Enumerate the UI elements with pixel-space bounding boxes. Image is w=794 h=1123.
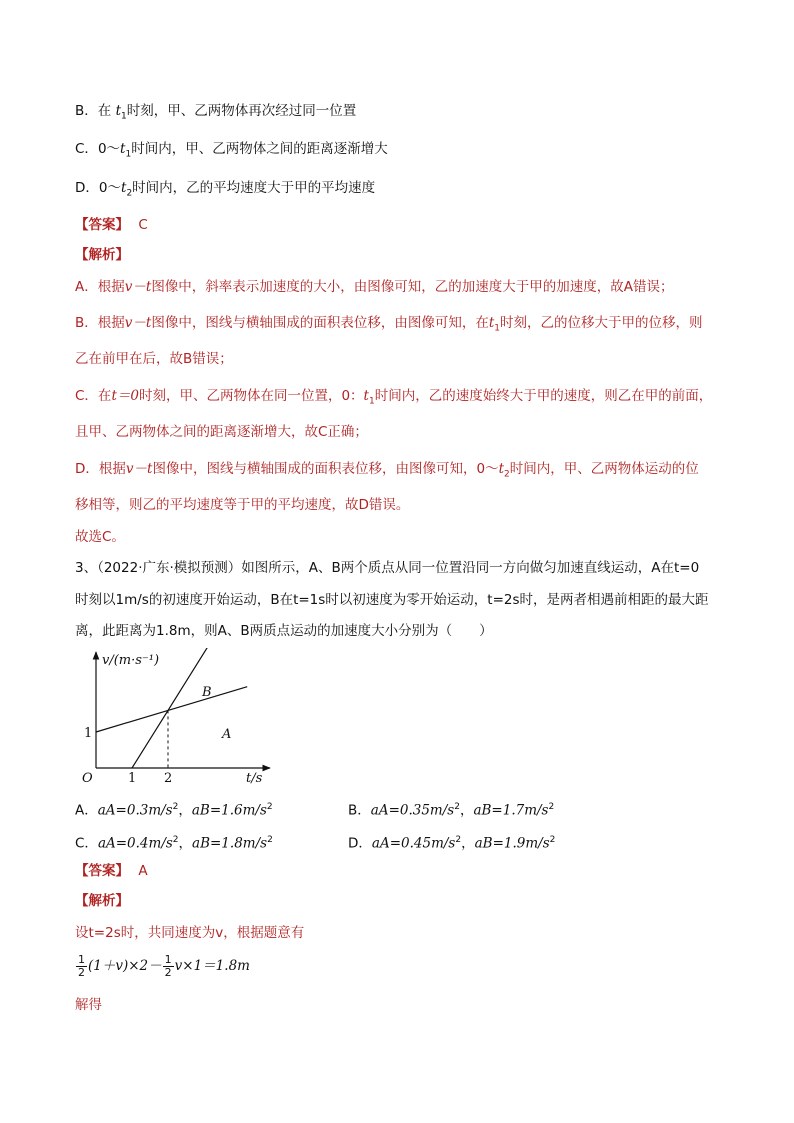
analysis-1-d: D．根据v－t图像中，图线与横轴围成的面积表位移，由图像可知，$0\sim t_2$时间内，甲、乙两物体运动的位	[75, 461, 699, 480]
option-c[interactable]: C．$aA=0.4m/s^2$，$aB=1.8m/s^2$	[75, 835, 273, 852]
question-3-line-1: 3、（2022·广东·模拟预测）如图所示，A、B两个质点从同一位置沿同一方向做匀加速直线运动，A在t=0	[75, 560, 700, 576]
answer-1	[75, 215, 148, 235]
analysis-1-c: C．在t＝0时刻，甲、乙两物体在同一位置，0：$t_1$时间内，乙的速度始终大于甲的速度，则乙在甲的前面，	[75, 388, 713, 407]
origin-label: O	[82, 771, 93, 786]
analysis-1-c-cont: 且甲、乙两物体之间的距离逐渐增大，故C正确；	[75, 424, 368, 440]
answer-value: A	[138, 863, 148, 879]
answer-2	[75, 861, 148, 881]
analysis-2-equation: $\frac{1}{2}$ (1＋v)×2－ $\frac{1}{2}$ v×1＝1.8m	[78, 952, 250, 979]
analysis-1-d-cont: 移相等，则乙的平均速度等于甲的平均速度，故D错误。	[75, 497, 410, 513]
analysis-1-a: A．根据v－t图像中，斜率表示加速度的大小，由图像可知，乙的加速度大于甲的加速度，故A错误；	[75, 279, 674, 295]
analysis-1-b: B．根据v－t图像中，图线与横轴围成的面积表位移，由图像可知，在$t_1$时刻，乙的位移大于甲的位移，则	[75, 315, 703, 334]
question-3-line-3: 离，此距离为1.8m，则A、B两质点运动的加速度大小分别为（ ）	[75, 623, 493, 639]
x-axis-label: t/s	[246, 771, 263, 786]
option-d[interactable]: D．$aA=0.45m/s^2$，$aB=1.9m/s^2$	[348, 835, 556, 852]
analysis-2-solve: 解得	[75, 997, 102, 1013]
x-tick-label: 1	[128, 771, 137, 786]
answer-label: 【答案】	[75, 863, 129, 879]
analysis-1-conclusion: 故选C。	[75, 529, 125, 545]
vt-graph	[78, 648, 278, 788]
option-b-prev: B．在 $t_1$时刻，甲、乙两物体再次经过同一位置	[75, 103, 357, 122]
analysis-1-b-cont: 乙在前甲在后，故B错误；	[75, 351, 233, 367]
analysis-label-1: 【解析】	[75, 247, 129, 263]
series-line-a	[96, 687, 247, 732]
question-3-line-2: 时刻以1m/s的初速度开始运动，B在t=1s时以初速度为零开始运动，t=2s时，是两者相遇前相距的最大距	[75, 592, 709, 608]
option-c-prev: C．$0\sim t_1$时间内，甲、乙两物体之间的距离逐渐增大	[75, 141, 388, 160]
answer-label: 【答案】	[75, 217, 129, 233]
x-tick-label: 2	[164, 771, 173, 786]
answer-value: C	[138, 217, 148, 233]
line-a-label: A	[222, 727, 232, 742]
option-a[interactable]: A．$aA=0.3m/s^2$，$aB=1.6m/s^2$	[75, 802, 273, 819]
analysis-2-setup: 设t=2s时，共同速度为v，根据题意有	[75, 925, 305, 941]
analysis-label-2: 【解析】	[75, 893, 129, 909]
fraction: $\frac{1}{2}$	[78, 952, 85, 979]
y-tick-label: 1	[84, 726, 93, 741]
fraction: $\frac{1}{2}$	[164, 952, 172, 979]
y-axis-label: v/(m·s⁻¹)	[102, 653, 160, 668]
option-d-prev: D．$0\sim t_2$时间内，乙的平均速度大于甲的平均速度	[75, 180, 376, 199]
option-b[interactable]: B．$aA=0.35m/s^2$，$aB=1.7m/s^2$	[348, 802, 555, 819]
line-b-label: B	[202, 685, 212, 700]
